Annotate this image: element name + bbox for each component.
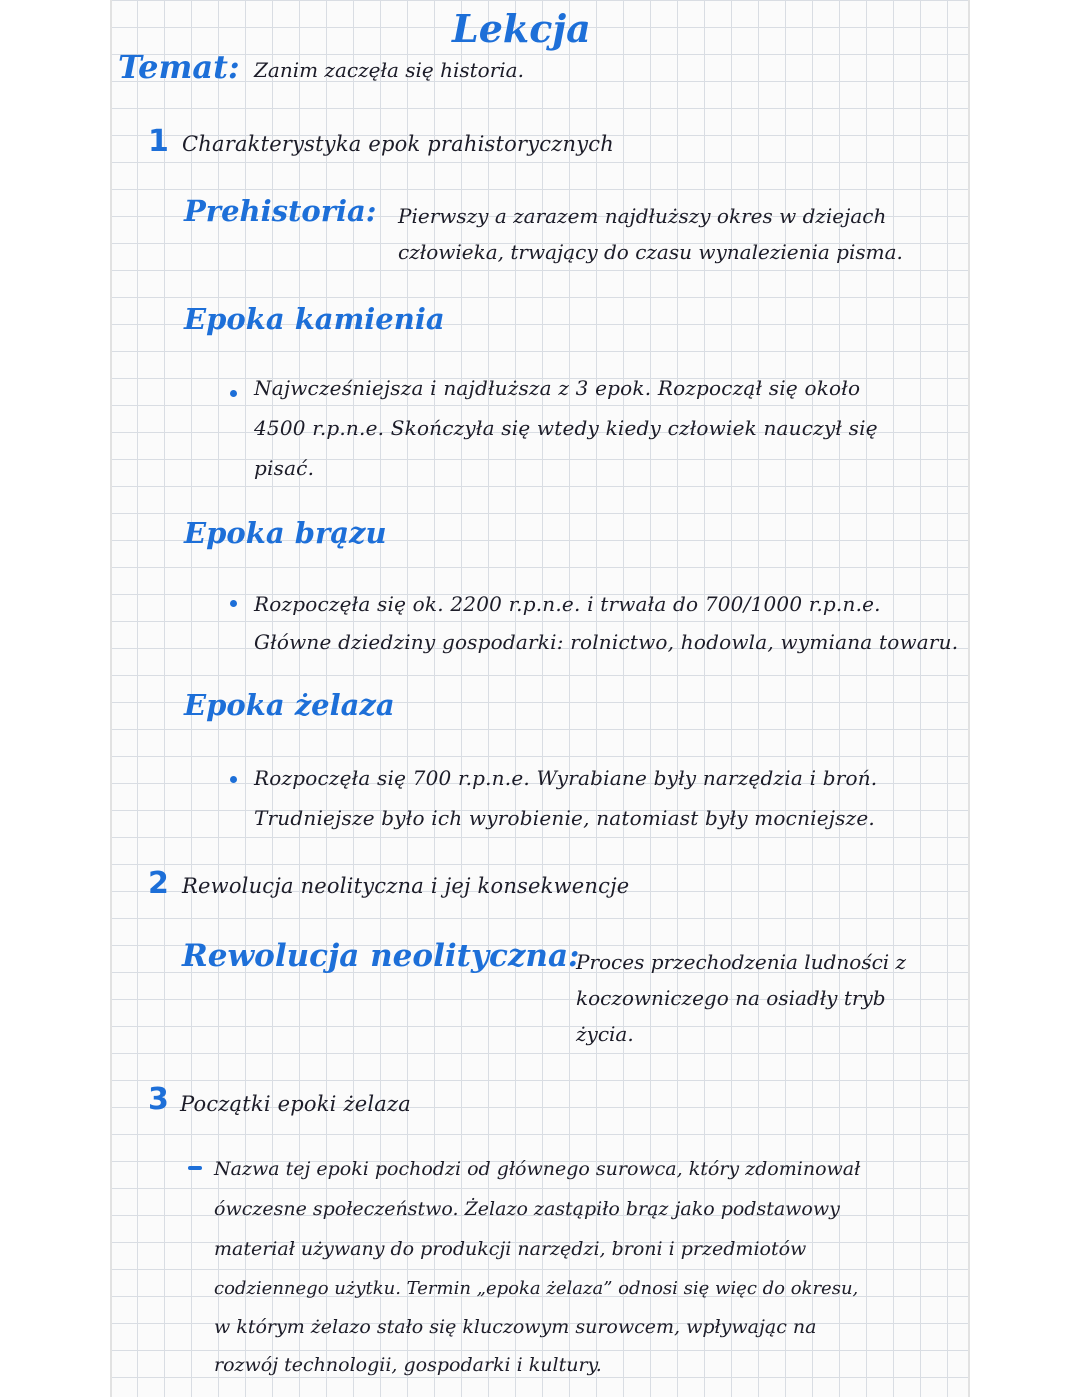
poczatki-line-3: materiał używany do produkcji narzędzi, broni i przedmiotów (214, 1238, 807, 1260)
bullet-dot (230, 600, 237, 607)
rewolucja-line-1: Proces przechodzenia ludności z (576, 950, 907, 974)
page-title: Lekcja (452, 6, 591, 51)
epoka-brazu-line-2: Główne dziedziny gospodarki: rolnictwo, hodowla, wymiana towaru. (254, 630, 959, 654)
rewolucja-line-2: koczowniczego na osiadły tryb (576, 986, 886, 1010)
prehistoria-line-1: Pierwszy a zarazem najdłuższy okres w dziejach (398, 204, 887, 228)
section-heading-2: Rewolucja neolityczna i jej konsekwencje (182, 874, 630, 898)
epoka-kamienia-line-3: pisać. (254, 456, 315, 480)
poczatki-line-1: Nazwa tej epoki pochodzi od głównego surowca, który zdominował (214, 1158, 861, 1180)
epoka-kamienia-heading: Epoka kamienia (184, 302, 445, 336)
bullet-dash (188, 1166, 202, 1170)
rewolucja-term: Rewolucja neolityczna: (182, 938, 580, 974)
epoka-zelaza-line-1: Rozpoczęła się 700 r.p.n.e. Wyrabiane były narzędzia i broń. (254, 766, 878, 790)
epoka-brazu-heading: Epoka brązu (184, 516, 387, 550)
bullet-dot (230, 776, 237, 783)
section-number-3: 3 (148, 1082, 169, 1117)
epoka-zelaza-heading: Epoka żelaza (184, 688, 395, 722)
section-number-2: 2 (148, 866, 169, 901)
bullet-dot (230, 390, 237, 397)
poczatki-line-5: w którym żelazo stało się kluczowym surowcem, wpływając na (214, 1316, 817, 1338)
epoka-kamienia-line-2: 4500 r.p.n.e. Skończyła się wtedy kiedy człowiek nauczył się (254, 416, 878, 440)
prehistoria-line-2: człowieka, trwający do czasu wynalezienia pisma. (398, 240, 903, 264)
prehistoria-term: Prehistoria: (184, 194, 377, 228)
section-number-1: 1 (148, 124, 169, 159)
poczatki-line-2: ówczesne społeczeństwo. Żelazo zastąpiło brąz jako podstawowy (214, 1198, 840, 1220)
topic-label: Temat: (118, 48, 240, 86)
epoka-kamienia-line-1: Najwcześniejsza i najdłuższa z 3 epok. Rozpoczął się około (254, 376, 861, 400)
topic-text: Zanim zaczęła się historia. (254, 58, 524, 82)
epoka-brazu-line-1: Rozpoczęła się ok. 2200 r.p.n.e. i trwała do 700/1000 r.p.n.e. (254, 592, 881, 616)
poczatki-line-4: codziennego użytku. Termin „epoka żelaza” odnosi się więc do okresu, (214, 1278, 859, 1299)
poczatki-line-6: rozwój technologii, gospodarki i kultury. (214, 1354, 602, 1376)
rewolucja-line-3: życia. (576, 1022, 634, 1046)
section-heading-1: Charakterystyka epok prahistorycznych (182, 132, 614, 156)
epoka-zelaza-line-2: Trudniejsze było ich wyrobienie, natomiast były mocniejsze. (254, 806, 875, 830)
section-heading-3: Początki epoki żelaza (180, 1092, 411, 1116)
